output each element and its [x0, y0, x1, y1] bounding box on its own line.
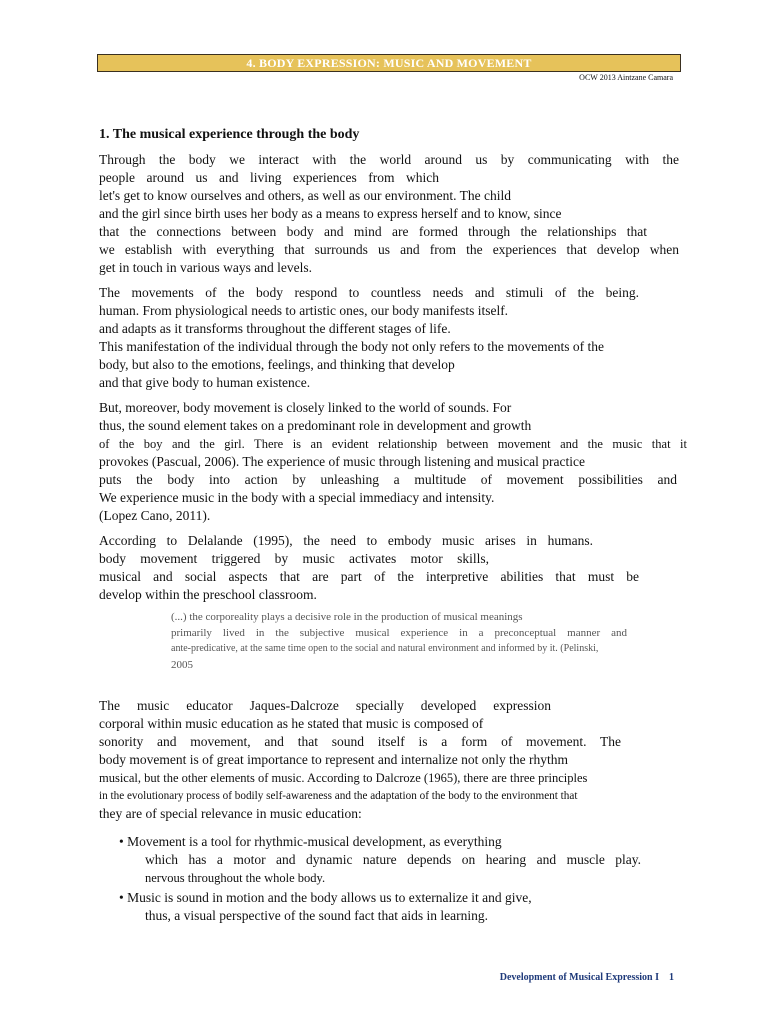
- text-line: thus, the sound element takes on a predominant role in development and growth: [99, 418, 532, 433]
- text-line: and the girl since birth uses her body as a means to express herself and to know, since: [99, 206, 562, 221]
- quote-line: ante-predicative, at the same time open to the social and natural environment and informed by it. (Pelinski,: [171, 643, 599, 654]
- text-line: provokes (Pascual, 2006). The experience of music through listening and musical practice: [99, 454, 585, 469]
- text-line: puts the body into action by unleashing a multitude of movement possibilities and: [99, 472, 677, 487]
- section-title: 1. The musical experience through the body: [99, 127, 360, 142]
- bullet-line: • Movement is a tool for rhythmic-musical development, as everything: [119, 834, 502, 849]
- text-line: in the evolutionary process of bodily self-awareness and the adaptation of the body to the environment that: [99, 790, 578, 802]
- chapter-title-banner: [97, 54, 681, 72]
- text-line: We experience music in the body with a special immediacy and intensity.: [99, 490, 495, 505]
- bullet-item: [119, 889, 679, 925]
- course-name: Development of Musical Expression I: [499, 972, 659, 983]
- text-line: But, moreover, body movement is closely linked to the world of sounds. For: [99, 400, 512, 415]
- quote-line: (...) the corporeality plays a decisive role in the production of musical meanings: [171, 611, 523, 623]
- text-line: (Lopez Cano, 2011).: [99, 508, 211, 523]
- text-line: sonority and movement, and that sound itself is a form of movement. The: [99, 734, 621, 749]
- page-footer: [500, 972, 674, 983]
- text-line: body, but also to the emotions, feelings, and thinking that develop: [99, 357, 455, 372]
- paragraph-2: [99, 284, 679, 392]
- text-line: Through the body we interact with the world around us by communicating with the: [99, 152, 679, 167]
- paragraph-5: [99, 697, 679, 823]
- text-line: body movement triggered by music activates motor skills,: [99, 551, 489, 566]
- chapter-title: 4. BODY EXPRESSION: MUSIC AND MOVEMENT: [246, 56, 532, 70]
- page-number: 1: [669, 972, 674, 983]
- text-line: they are of special relevance in music education:: [99, 806, 362, 821]
- text-line: and that give body to human existence.: [99, 375, 311, 390]
- bullet-continuation: thus, a visual perspective of the sound fact that aids in learning.: [145, 908, 489, 923]
- text-line: body movement is of great importance to represent and internalize not only the rhythm: [99, 752, 568, 767]
- text-line: that the connections between body and mind are formed through the relationships that: [99, 224, 647, 239]
- text-line: people around us and living experiences from which: [99, 170, 439, 185]
- quote-line: primarily lived in the subjective musical experience in a preconceptual manner and: [171, 627, 627, 639]
- text-line: develop within the preschool classroom.: [99, 587, 317, 602]
- text-line: of the boy and the girl. There is an evident relationship between movement and the music that it: [99, 437, 687, 451]
- bullet-list: [119, 833, 679, 925]
- block-quote: [171, 609, 679, 673]
- bullet-line: • Music is sound in motion and the body allows us to externalize it and give,: [119, 890, 532, 905]
- text-line: musical, but the other elements of music. According to Dalcroze (1965), there are three principles: [99, 771, 588, 785]
- bullet-continuation: which has a motor and dynamic nature depends on hearing and muscle play.: [145, 852, 641, 867]
- text-line: get in touch in various ways and levels.: [99, 260, 312, 275]
- bullet-continuation: nervous throughout the whole body.: [145, 871, 326, 885]
- text-line: corporal within music education as he stated that music is composed of: [99, 716, 484, 731]
- paragraph-4: [99, 532, 679, 604]
- main-content: [99, 126, 687, 927]
- text-line: we establish with everything that surrounds us and from the experiences that develop when: [99, 242, 679, 257]
- text-line: musical and social aspects that are part of the interpretive abilities that must be: [99, 569, 639, 584]
- paragraph-3: [99, 399, 687, 525]
- text-line: The music educator Jaques-Dalcroze specially developed expression: [99, 698, 551, 713]
- text-line: According to Delalande (1995), the need to embody music arises in humans.: [99, 533, 593, 548]
- text-line: let's get to know ourselves and others, as well as our environment. The child: [99, 188, 511, 203]
- text-line: The movements of the body respond to countless needs and stimuli of the being.: [99, 285, 639, 300]
- text-line: This manifestation of the individual through the body not only refers to the movements of the: [99, 339, 605, 354]
- paragraph-1: [99, 151, 679, 277]
- bullet-item: [119, 833, 679, 887]
- quote-line: 2005: [171, 659, 193, 671]
- author-credit: OCW 2013 Aintzane Camara: [579, 73, 673, 82]
- text-line: and adapts as it transforms throughout the different stages of life.: [99, 321, 451, 336]
- text-line: human. From physiological needs to artistic ones, our body manifests itself.: [99, 303, 509, 318]
